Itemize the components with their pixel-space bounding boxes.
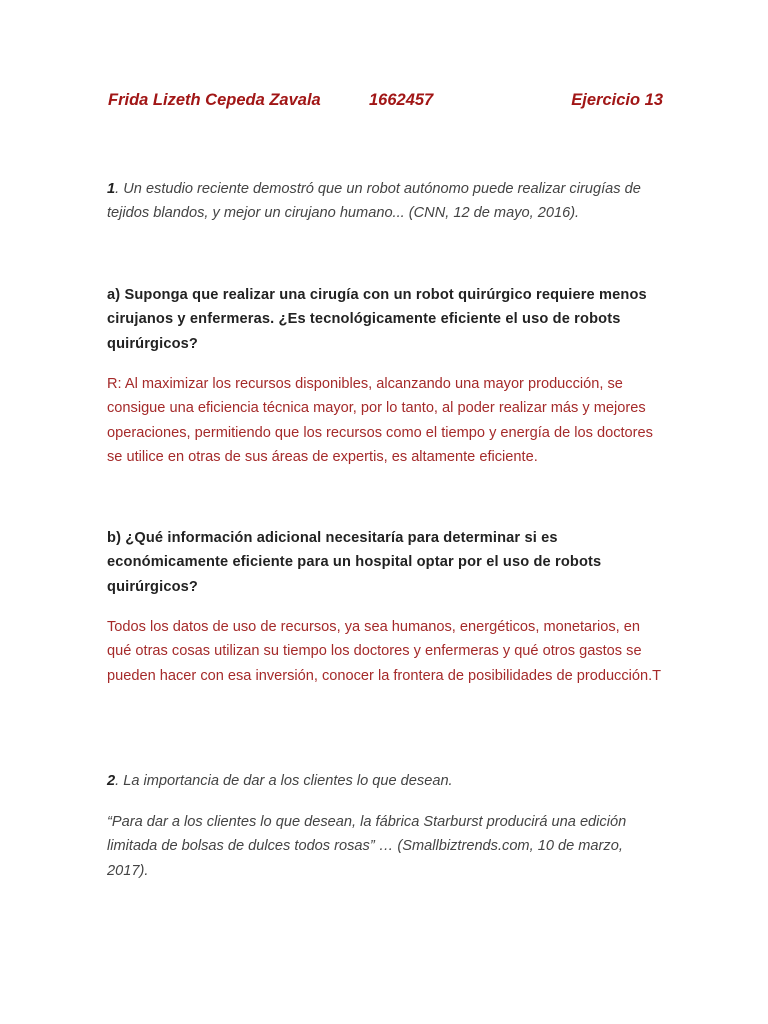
answer-b: Todos los datos de uso de recursos, ya sea humanos, energéticos, monetarios, en qué otras cosas utilizan su tiempo los doctores y enfermeras y qué otros gastos se pueden hacer con esa inversión, conocer la frontera de posibilidades de producción.T bbox=[107, 619, 662, 684]
problem-2-text: . La importancia de dar a los clientes lo que desean. bbox=[115, 773, 453, 789]
problem-2-number: 2 bbox=[107, 773, 116, 789]
problem-2 bbox=[107, 769, 667, 793]
question-b: b) ¿Qué información adicional necesitaría para determinar si es económicamente eficiente para un hospital optar por el uso de robots quirúrgicos? bbox=[107, 530, 602, 595]
exercise-title: Ejercicio 13 bbox=[571, 91, 663, 109]
question-a: a) Suponga que realizar una cirugía con un robot quirúrgico requiere menos cirujanos y enfermeras. ¿Es tecnológicamente eficiente el uso de robots quirúrgicos? bbox=[107, 287, 647, 352]
student-name: Frida Lizeth Cepeda Zavala bbox=[108, 91, 321, 109]
header bbox=[108, 91, 663, 113]
problem-1-number: 1 bbox=[107, 181, 116, 197]
problem-1-text: . Un estudio reciente demostró que un robot autónomo puede realizar cirugías de tejidos blandos, y mejor un cirujano humano... (CNN, 12 de mayo, 2016). bbox=[107, 181, 641, 222]
problem-1 bbox=[107, 177, 667, 226]
problem-2-quote: “Para dar a los clientes lo que desean, la fábrica Starburst producirá una edición limitada de bolsas de dulces todos rosas” … (Smallbiztrends.com, 10 de marzo, 2017). bbox=[107, 814, 627, 879]
answer-a: R: Al maximizar los recursos disponibles, alcanzando una mayor producción, se consigue una eficiencia técnica mayor, por lo tanto, al poder realizar más y mejores operaciones, permitiendo que los recursos como el tiempo y energía de los doctores se utilice en otras de sus áreas de expertis, es altamente eficiente. bbox=[107, 376, 653, 466]
student-id: 1662457 bbox=[369, 91, 434, 109]
